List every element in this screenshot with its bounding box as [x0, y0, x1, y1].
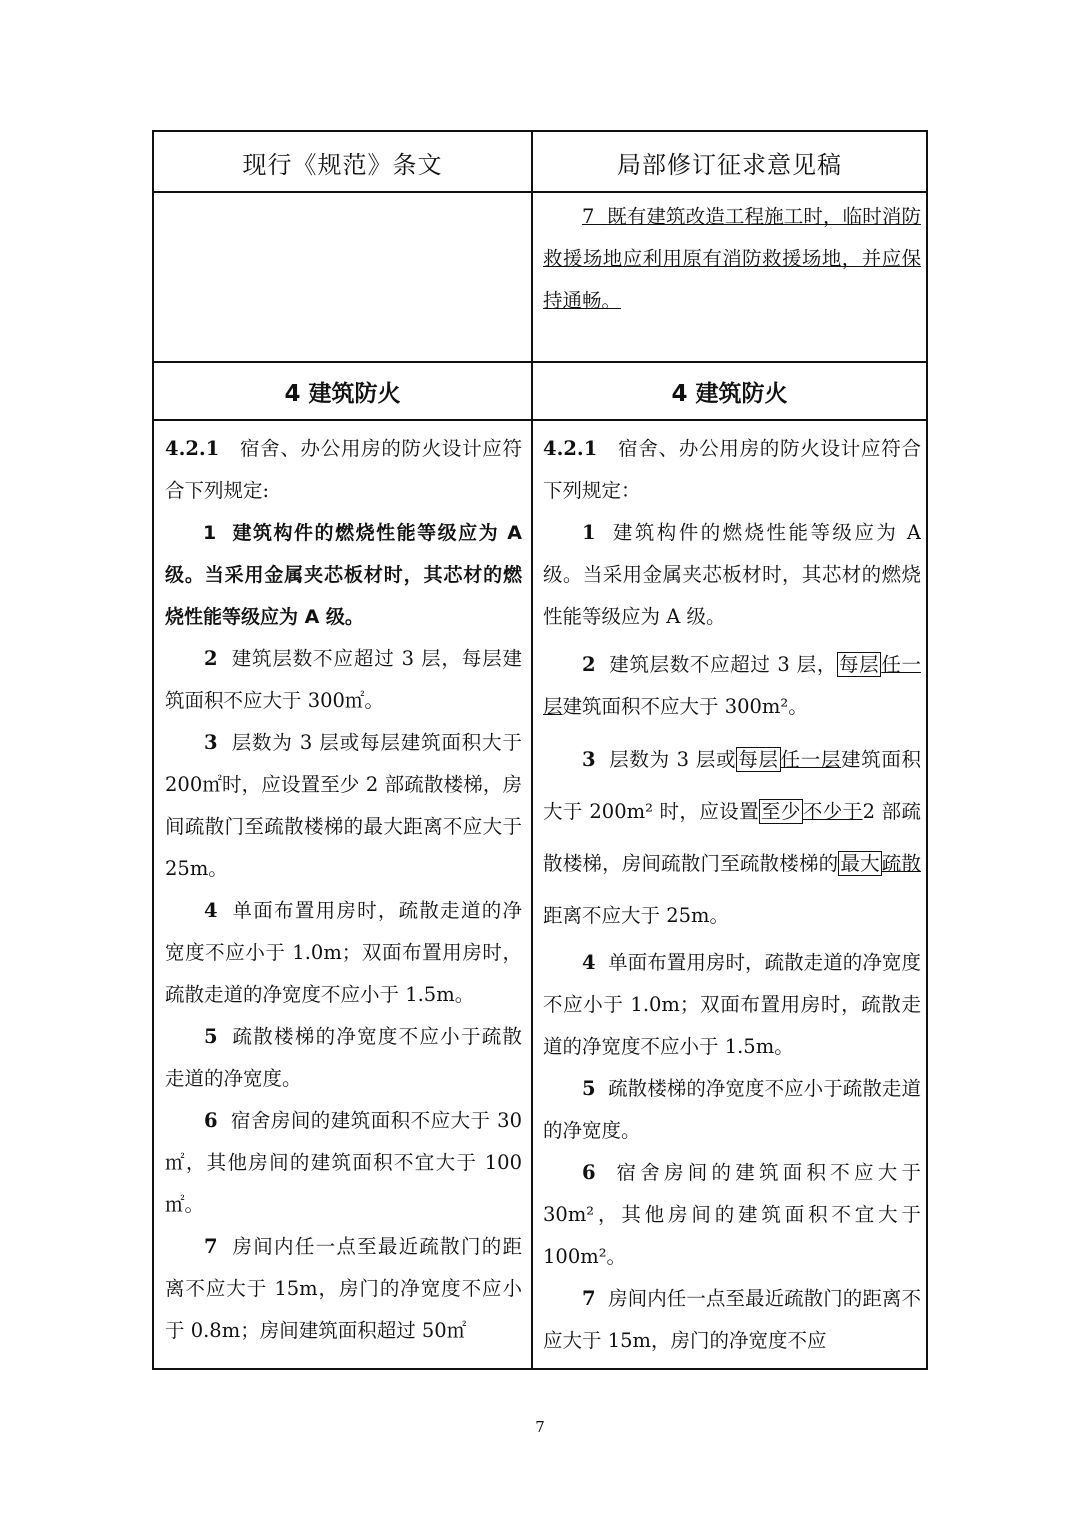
- left-content-cell: [165, 428, 522, 1368]
- clause-heading: 4.2.1 宿舍、办公用房的防火设计应符合下列规定:: [165, 437, 522, 502]
- left-item-5: 5 疏散楼梯的净宽度不应小于疏散走道的净宽度。: [165, 1025, 522, 1090]
- right-item-3: 3 层数为 3 层或 每层 任一层建筑面积大于 200m² 时，应设置 至少 不少于2 部疏散楼梯，房间疏散门至疏散楼梯的 最大 疏散距离不应大于 25m。: [543, 748, 921, 927]
- clause-heading: 4.2.1 宿舍、办公用房的防火设计应符合下列规定：: [543, 437, 921, 502]
- right-content-cell: [543, 428, 921, 1368]
- comparison-table: [152, 130, 928, 1370]
- deleted-text-box: 最大: [840, 852, 880, 875]
- header-current-code: 现行《规范》条文: [242, 150, 443, 179]
- left-item-4: 4 单面布置用房时，疏散走道的净宽度不应小于 1.0m；双面布置用房时，疏散走道的净宽度不应小于 1.5m。: [165, 899, 522, 1006]
- deleted-text-box: 每层: [738, 748, 779, 771]
- left-item-2: 2 建筑层数不应超过 3 层，每层建筑面积不应大于 300㎡。: [165, 647, 522, 712]
- inserted-text: 任一层: [780, 748, 842, 771]
- row-divider: [154, 419, 926, 421]
- left-item-1: 1 建筑构件的燃烧性能等级应为 A 级。当采用金属夹芯板材时，其芯材的燃烧性能等级应为 A 级。: [165, 522, 522, 628]
- deleted-text-box: 每层: [839, 653, 880, 676]
- right-item-4: 4 单面布置用房时，疏散走道的净宽度不应小于 1.0m；双面布置用房时，疏散走道的净宽度不应小于 1.5m。: [543, 951, 921, 1058]
- clause-7-new: 7 既有建筑改造工程施工时，临时消防救援场地应利用原有消防救援场地，并应保持通畅。: [543, 205, 921, 312]
- page-number: 7: [535, 1418, 545, 1436]
- right-item-1: 1 建筑构件的燃烧性能等级应为 A 级。当采用金属夹芯板材时，其芯材的燃烧性能等级应为 A 级。: [543, 521, 921, 628]
- top-right-cell: [543, 196, 921, 356]
- right-item-2: 2 建筑层数不应超过 3 层， 每层 任一层建筑面积不应大于 300m²。: [543, 653, 921, 718]
- section-title-right: 4 建筑防火: [671, 380, 788, 407]
- right-item-7: 7 房间内任一点至最近疏散门的距离不应大于 15m，房门的净宽度不应: [543, 1287, 921, 1352]
- left-item-3: 3 层数为 3 层或每层建筑面积大于 200㎡时，应设置至少 2 部疏散楼梯，房间疏散门至疏散楼梯的最大距离不应大于 25m。: [165, 731, 522, 880]
- left-item-7: 7 房间内任一点至最近疏散门的距离不应大于 15m，房门的净宽度不应小于 0.8m；房间建筑面积超过 50㎡: [165, 1235, 522, 1342]
- deleted-text-box: 至少: [761, 800, 801, 823]
- left-item-6: 6 宿舍房间的建筑面积不应大于 30㎡，其他房间的建筑面积不宜大于 100㎡。: [165, 1109, 522, 1216]
- column-divider: [531, 132, 533, 1368]
- section-title-left: 4 建筑防火: [284, 380, 401, 407]
- inserted-text: 不少于: [802, 800, 863, 823]
- inserted-text: 疏散: [881, 852, 921, 875]
- header-revision-draft: 局部修订征求意见稿: [617, 150, 842, 179]
- right-item-5: 5 疏散楼梯的净宽度不应小于疏散走道的净宽度。: [543, 1077, 921, 1142]
- inserted-text: 任一层: [543, 653, 921, 718]
- right-item-6: 6 宿舍房间的建筑面积不应大于 30m²，其他房间的建筑面积不宜大于 100m²。: [543, 1161, 921, 1268]
